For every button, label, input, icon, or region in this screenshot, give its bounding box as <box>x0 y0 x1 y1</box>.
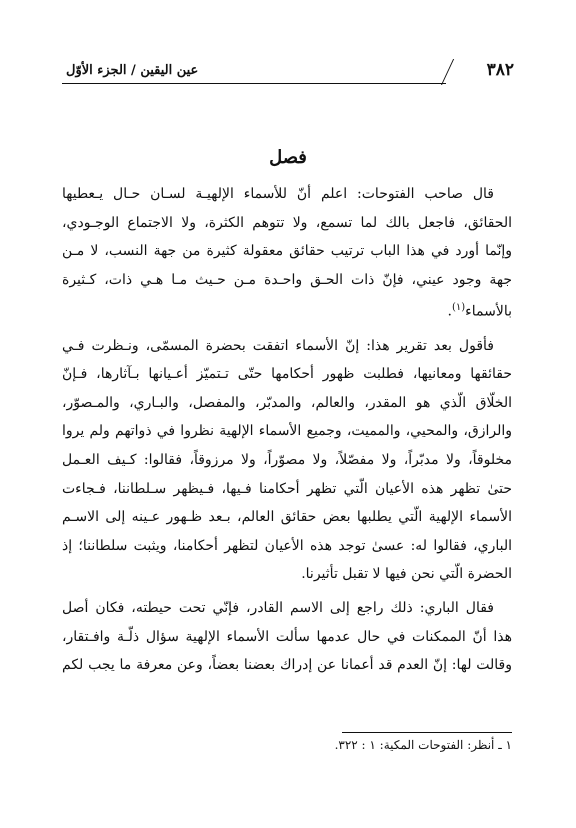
text-line: وإنّما أورد في هذا الباب ترتيب حقائق معقولة كثيرة من جهة النسب، لا مـن <box>62 243 512 260</box>
text-line: الباري، فقالوا له: عسىٰ توجد هذه الأعيان لتظهر أحكامنا، ويثبت سلطاننا؛ إذ <box>62 537 512 554</box>
text-line <box>62 294 512 326</box>
paragraph-1 <box>62 180 512 327</box>
body-text <box>62 180 512 685</box>
paragraph-3 <box>62 594 512 680</box>
running-title: عين اليقين / الجزء الأوّل <box>66 63 199 78</box>
text-line: الأسماء الإلهية الّتي يطلبها بعض حقائق العالم، بـعد ظـهور عـينه إلى الاسـم <box>62 509 512 526</box>
text-line: فأقول بعد تقرير هذا: إنّ الأسماء اتفقت بحضرة المسمّى، ونـظرت فـي <box>62 337 494 354</box>
text-line: والرازق، والمحيي، والمميت، وجميع الأسماء الإلهية نظروا في ذواتهم ولم يروا <box>62 423 512 440</box>
text-line: مخلوقاً، ولا مدبّراً، ولا مفصّلاً، ولا مصوّراً، ولا مرزوقاً، فقالوا: كـيف العـمل <box>62 452 512 468</box>
text-line: حقائقها ومعانيها، فطلبت ظهور أحكامها حتّى تـتميّز أعـيانها بـآثارها، فـإنّ <box>62 366 512 383</box>
text-line: جهة وجود عيني، فإنّ ذات الحـق واحـدة مـن حـيث مـا هـي ذات، كـثيرة <box>62 271 512 288</box>
text-line: هذا أنّ الممكنات في حال عدمها سألت الأسماء الإلهية سؤال ذلّـة وافـتقار، <box>62 628 512 645</box>
text-line-tail: . <box>447 304 452 321</box>
text-line: وقالت لها: إنّ العدم قد أعمانا عن إدراك بعضنا بعضاً، وعن معرفة ما يجب لكم <box>62 657 512 674</box>
header-rule <box>62 83 446 84</box>
text-line: قال صاحب الفتوحات: اعلم أنّ للأسماء الإلهيـة لسـان حـال يـعطيها <box>62 186 494 202</box>
page-number: ٣٨٢ <box>486 60 514 80</box>
section-title: فصل <box>269 147 307 168</box>
text-line: الحضرة الّتي نحن فيها لا تقبل تأثيرنا. <box>301 566 512 583</box>
footnote-rule <box>342 732 512 733</box>
text-line: فقال الباري: ذلك راجع إلى الاسم القادر، فإنّي تحت حيطته، فكان أصل <box>62 599 494 616</box>
text-line: الخلّاق الّذي هو المقدر، والعالم، والمدبّر، والمفصل، والبـاري، والمـصوّر، <box>62 394 512 411</box>
text-line-fragment: بالأسماء <box>465 304 512 321</box>
paragraph-2 <box>62 332 512 589</box>
footnote-reference: (١) <box>451 302 466 314</box>
header-slant-stroke <box>441 59 468 85</box>
text-line: حتىٰ تظهر هذه الأعيان الّتي تظهر أحكامنا فـيها، فـيظهر سـلطاننا، فـجاءت <box>62 480 512 497</box>
footnote: ١ ـ أنظر: الفتوحات المكية: ١ : ٣٢٢. <box>334 738 512 752</box>
running-header <box>62 48 514 84</box>
text-line: الحقائق، فاجعل بالك لما تسمع، ولا تتوهم الكثرة، ولا الاجتماع الوجـودي، <box>62 214 512 231</box>
